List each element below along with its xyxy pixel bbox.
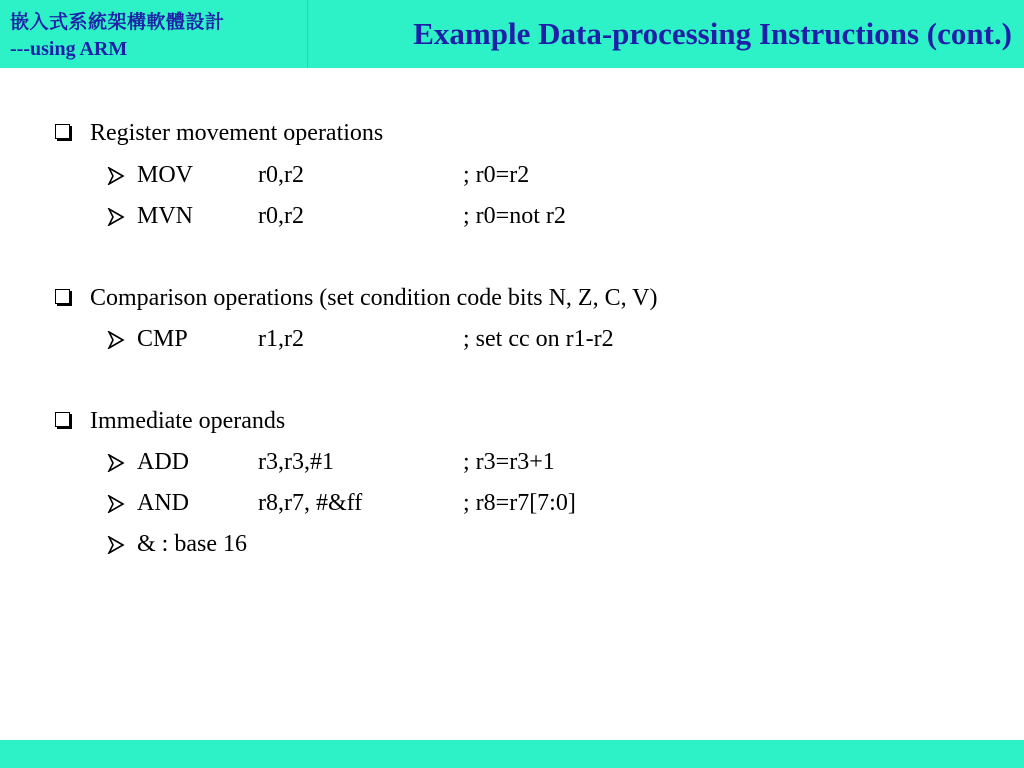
instruction-comment: ; set cc on r1-r2 xyxy=(463,326,614,352)
instruction-comment: ; r0=not r2 xyxy=(463,203,566,229)
instruction-row xyxy=(107,449,707,477)
instruction-operands: r0,r2 xyxy=(258,162,304,188)
footer-band xyxy=(0,740,1024,768)
checkbox-bullet-icon xyxy=(55,412,70,427)
arrow-bullet-icon xyxy=(107,454,125,472)
section-heading xyxy=(55,408,285,435)
instruction-opcode: CMP xyxy=(137,326,188,352)
instruction-row xyxy=(107,162,707,190)
instruction-comment: ; r8=r7[7:0] xyxy=(463,490,576,516)
section-heading xyxy=(55,120,383,147)
instruction-operands: r8,r7, #&ff xyxy=(258,490,363,516)
section-heading xyxy=(55,285,657,312)
section-heading-text: Register movement operations xyxy=(90,120,384,146)
checkbox-bullet-icon xyxy=(55,124,70,139)
instruction-opcode: AND xyxy=(137,490,189,516)
instruction-operands: r1,r2 xyxy=(258,326,304,352)
course-subtitle: ---using ARM xyxy=(10,38,128,60)
arrow-bullet-icon xyxy=(107,495,125,513)
arrow-bullet-icon xyxy=(107,536,125,554)
instruction-opcode: MVN xyxy=(137,203,194,229)
instruction-row xyxy=(107,326,707,354)
slide-title: Example Data-processing Instructions (cont.) xyxy=(413,16,1012,51)
arrow-bullet-icon xyxy=(107,167,125,185)
instruction-operands: r3,r3,#1 xyxy=(258,449,334,475)
note-row xyxy=(107,531,707,559)
arrow-bullet-icon xyxy=(107,208,125,226)
instruction-comment: ; r0=r2 xyxy=(463,162,530,188)
arrow-bullet-icon xyxy=(107,331,125,349)
section-heading-text: Comparison operations (set condition code bits N, Z, C, V) xyxy=(90,285,658,311)
instruction-row xyxy=(107,490,707,518)
instruction-comment: ; r3=r3+1 xyxy=(463,449,555,475)
note-text: & : base 16 xyxy=(137,531,247,557)
course-title: 嵌入式系統架構軟體設計 xyxy=(10,11,225,33)
checkbox-bullet-icon xyxy=(55,289,70,304)
instruction-opcode: ADD xyxy=(137,449,189,475)
instruction-row xyxy=(107,203,707,231)
instruction-operands: r0,r2 xyxy=(258,203,304,229)
section-heading-text: Immediate operands xyxy=(90,408,286,434)
instruction-opcode: MOV xyxy=(137,162,194,188)
